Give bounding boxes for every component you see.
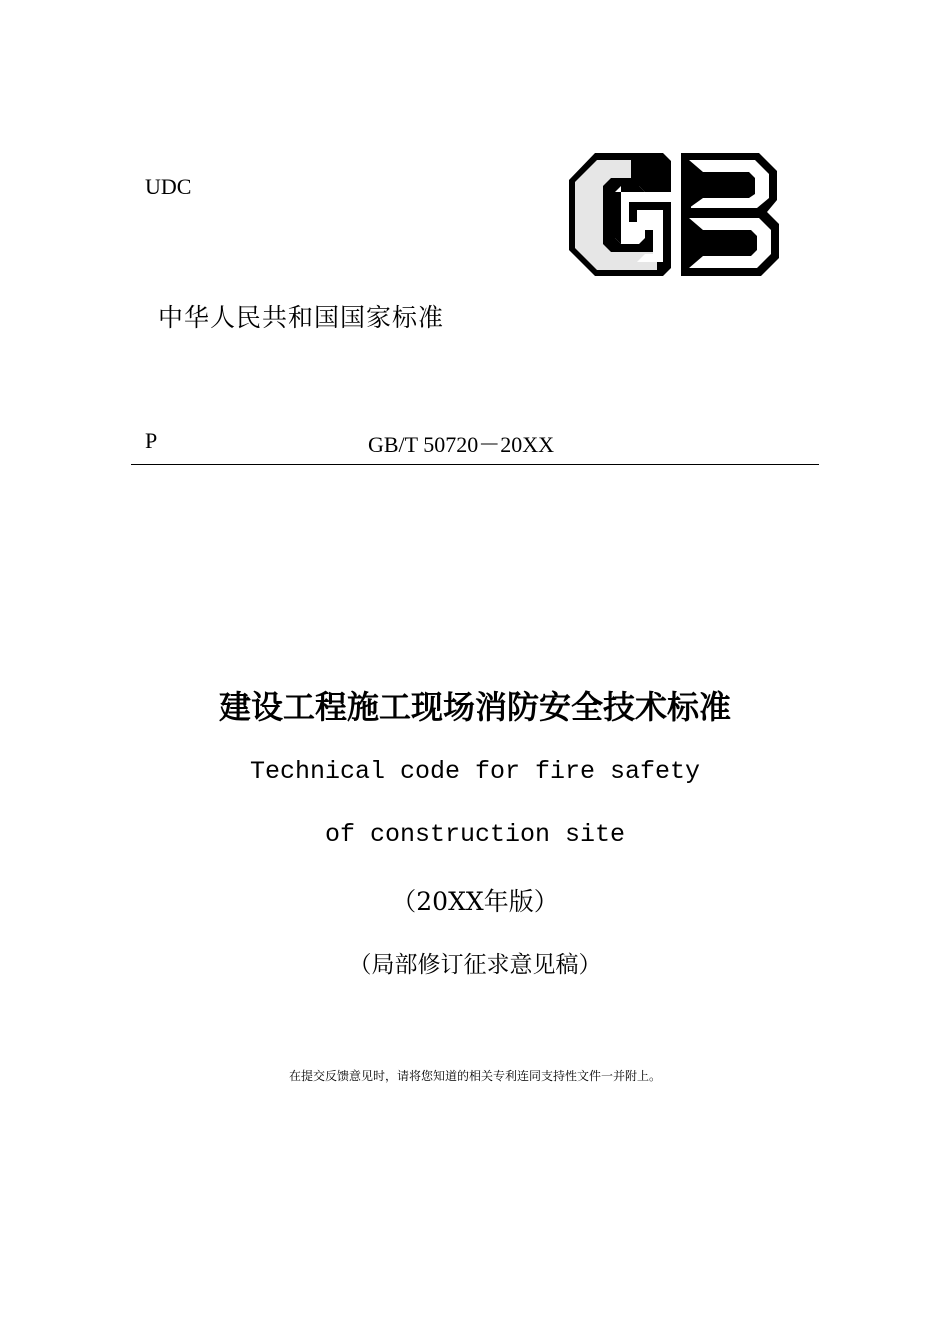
draft-note: （局部修订征求意见稿） bbox=[348, 952, 602, 978]
national-standard-heading: 中华人民共和国国家标准 bbox=[158, 303, 445, 332]
document-title-english-line1: Technical code for fire safety bbox=[249, 757, 701, 786]
header-divider bbox=[131, 464, 819, 465]
edition-label: （20XX年版） bbox=[391, 887, 559, 916]
category-code: P bbox=[145, 428, 158, 453]
patent-note: 在提交反馈意见时，请将您知道的相关专利连同支持性文件一并附上。 bbox=[288, 1069, 661, 1083]
standard-number: GB/T 50720－20XX bbox=[368, 432, 554, 457]
gb-logo-icon bbox=[563, 150, 785, 280]
document-title-chinese: 建设工程施工现场消防安全技术标准 bbox=[218, 688, 731, 726]
udc-label: UDC bbox=[145, 174, 192, 199]
document-title-english-line2: of construction site bbox=[324, 820, 626, 849]
